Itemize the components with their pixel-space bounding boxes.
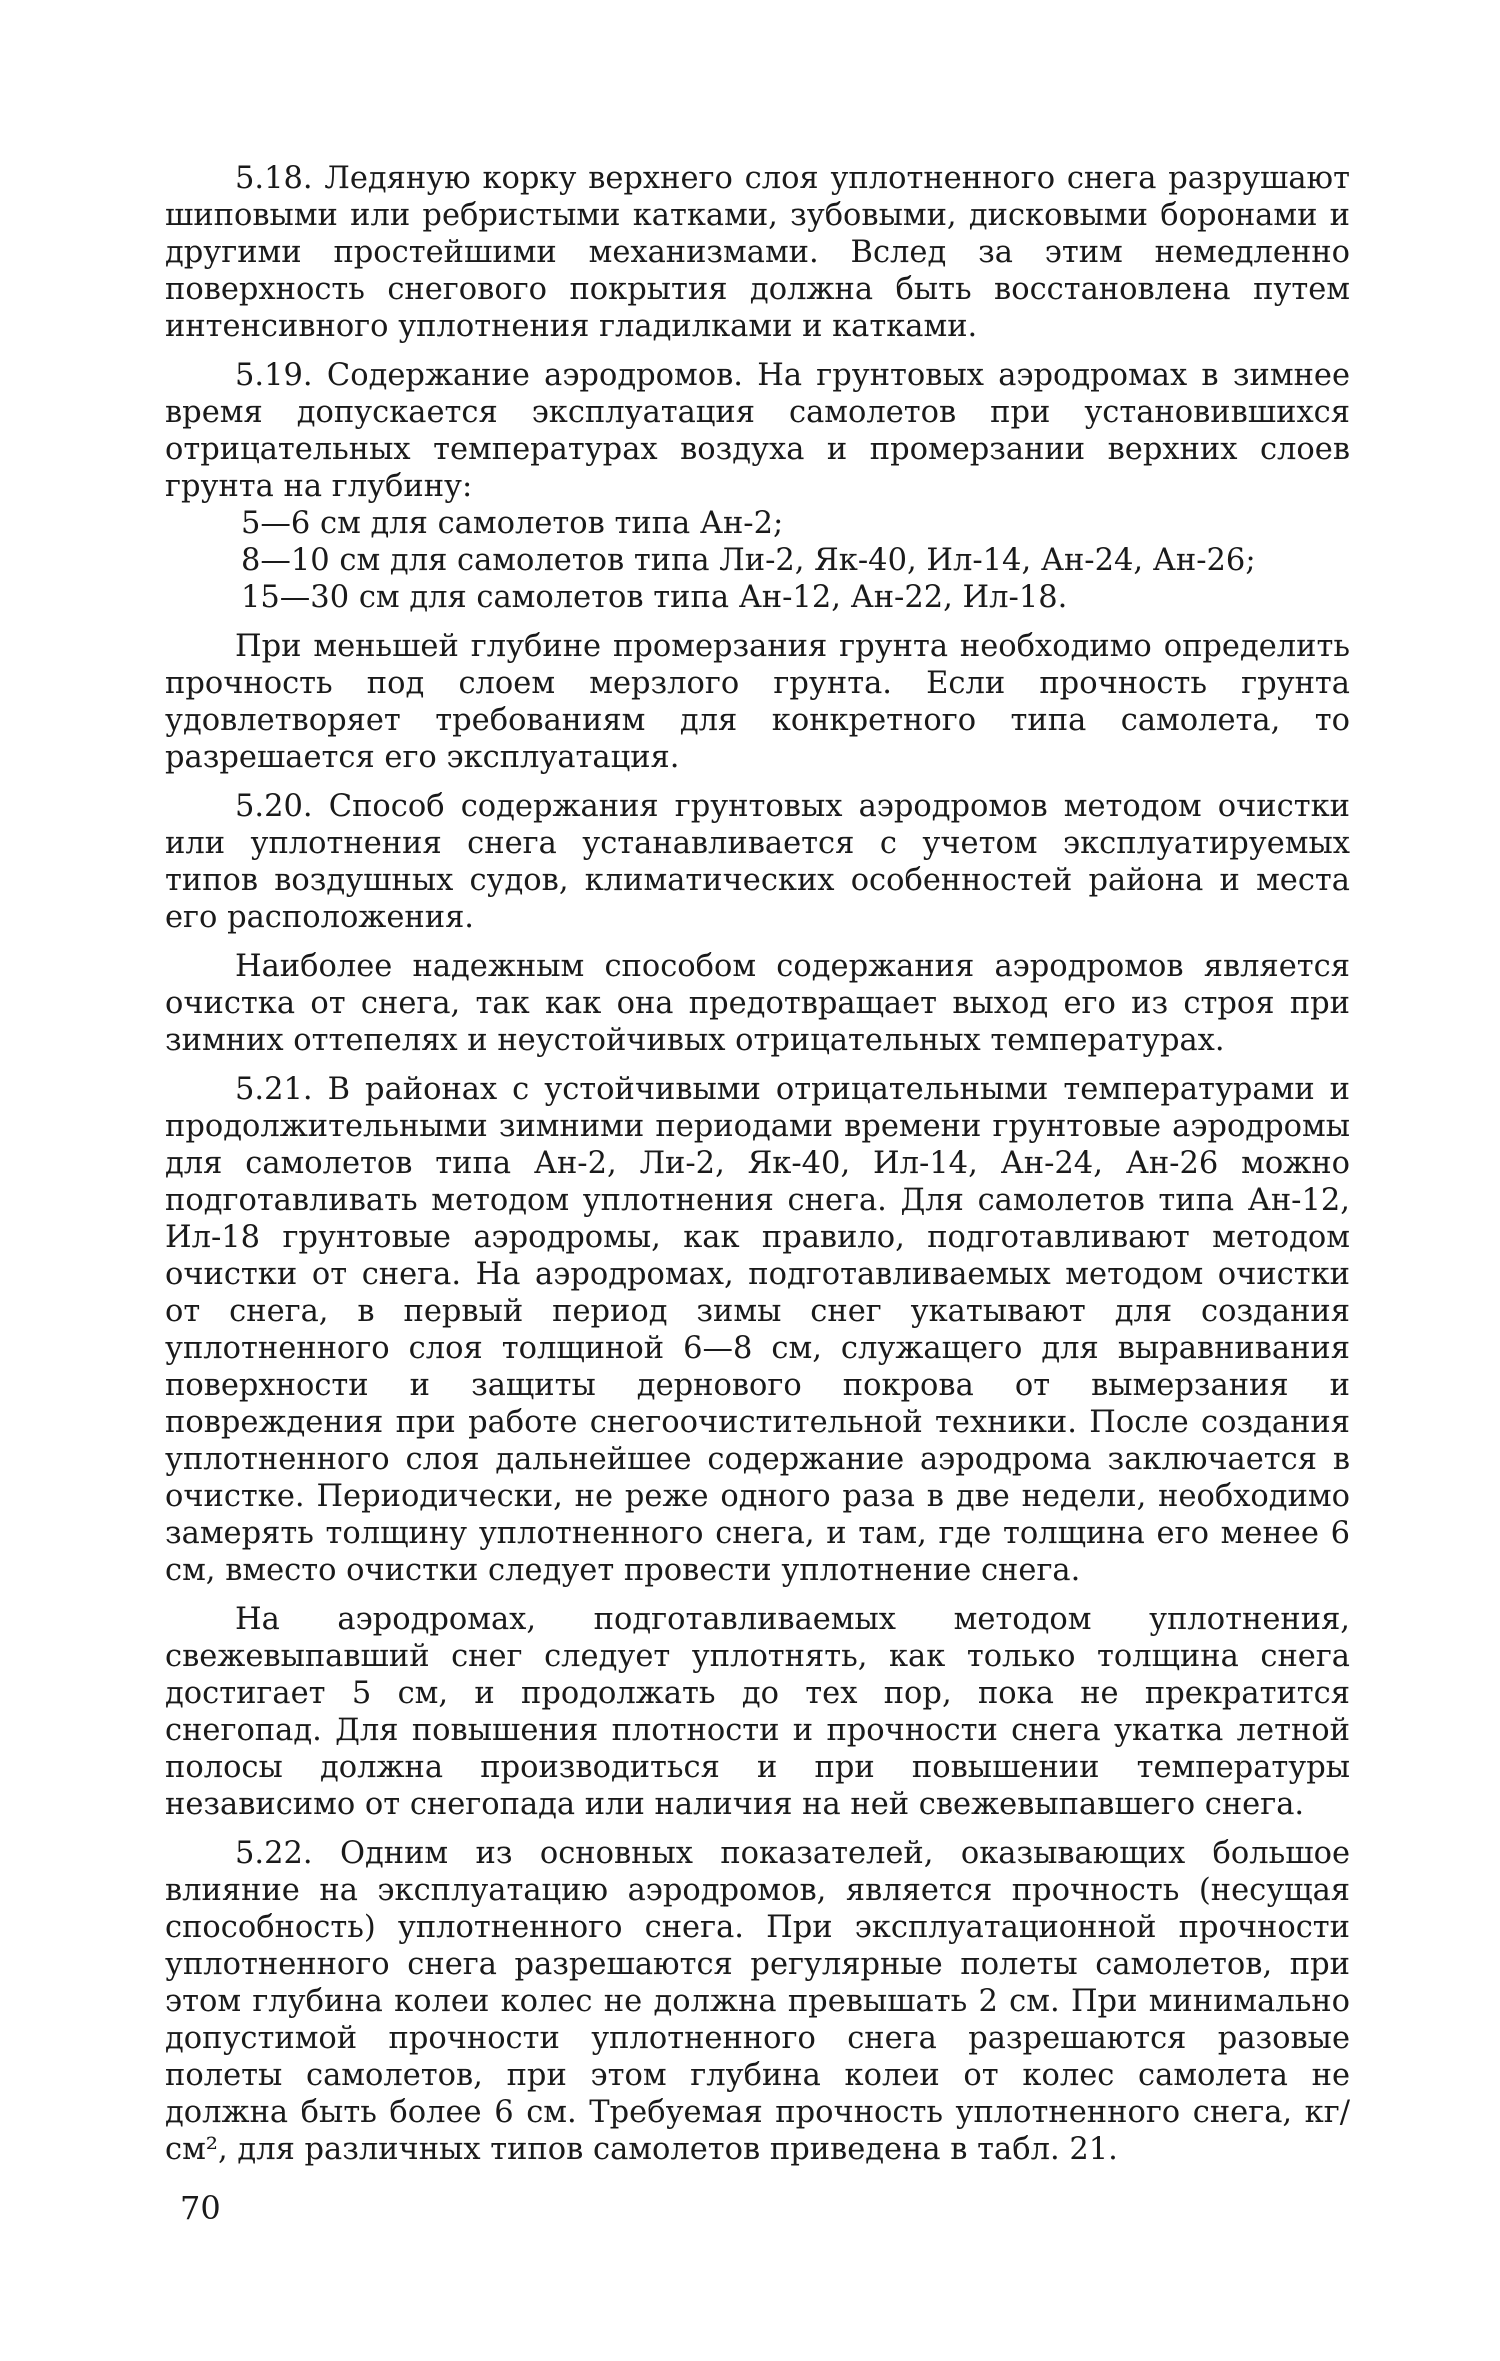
depth-list-item: 8—10 см для самолетов типа Ли-2, Як-40, Ил-14, Ан-24, Ан-26; (241, 543, 1256, 578)
page-body (165, 160, 1350, 2168)
paragraph-5-21-continued: На аэродромах, подготавливаемых методом уплотнения, свежевыпавший снег следует уплотнять, как только толщина снега достигает 5 см, и продолжать до тех пор, пока не прекратится снегопад. Для повышения плотности и прочности снега укатка летной полосы должна производиться и при повышении температуры независимо от снегопада или наличия на ней свежевыпавшего снега. (165, 1602, 1350, 1822)
paragraph-5-22: 5.22. Одним из основных показателей, оказывающих большое влияние на эксплуатацию аэродромов, является прочность (несущая способность) уплотненного снега. При эксплуатационной прочности уплотненного снега разрешаются регулярные полеты самолетов, при этом глубина колеи колес не должна превышать 2 см. При минимально допустимой прочности уплотненного снега разрешаются разовые полеты самолетов, при этом глубина колеи от колес самолета не должна быть более 6 см. Требуемая прочность уплотненного снега, кг/см², для различных типов самолетов приведена в табл. 21. (165, 1836, 1350, 2167)
depth-list-item: 15—30 см для самолетов типа Ан-12, Ан-22, Ил-18. (241, 580, 1068, 615)
paragraph-5-21: 5.21. В районах с устойчивыми отрицательными температурами и продолжительными зимними периодами времени грунтовые аэродромы для самолетов типа Ан-2, Ли-2, Як-40, Ил-14, Ан-24, Ан-26 можно подготавливать методом уплотнения снега. Для самолетов типа Ан-12, Ил-18 грунтовые аэродромы, как правило, подготавливают методом очистки от снега. На аэродромах, подготавливаемых методом очистки от снега, в первый период зимы снег укатывают для создания уплотненного слоя толщиной 6—8 см, служащего для выравнивания поверхности и защиты дернового покрова от вымерзания и повреждения при работе снегоочистительной техники. После создания уплотненного слоя дальнейшее содержание аэродрома заключается в очистке. Периодически, не реже одного раза в две недели, необходимо замерять толщину уплотненного снега, и там, где толщина его менее 6 см, вместо очистки следует провести уплотнение снега. (165, 1072, 1350, 1588)
paragraph-5-20: 5.20. Способ содержания грунтовых аэродромов методом очистки или уплотнения снега устанавливается с учетом эксплуатируемых типов воздушных судов, климатических особенностей района и места его расположения. (165, 789, 1350, 935)
paragraph-5-19-continued: При меньшей глубине промерзания грунта необходимо определить прочность под слоем мерзлого грунта. Если прочность грунта удовлетворяет требованиям для конкретного типа самолета, то разрешается его эксплуатация. (165, 629, 1350, 775)
page-number: 70 (180, 2189, 221, 2227)
depth-list-item: 5—6 см для самолетов типа Ан-2; (241, 506, 784, 541)
paragraph-5-18: 5.18. Ледяную корку верхнего слоя уплотненного снега разрушают шиповыми или ребристыми катками, зубовыми, дисковыми боронами и другими простейшими механизмами. Вслед за этим немедленно поверхность снегового покрытия должна быть восстановлена путем интенсивного уплотнения гладилками и катками. (165, 161, 1350, 344)
paragraph-5-19: 5.19. Содержание аэродромов. На грунтовых аэродромах в зимнее время допускается эксплуатация самолетов при установившихся отрицательных температурах воздуха и промерзании верхних слоев грунта на глубину: (165, 358, 1350, 504)
paragraph-5-20-continued: Наиболее надежным способом содержания аэродромов является очистка от снега, так как она предотвращает выход его из строя при зимних оттепелях и неустойчивых отрицательных температурах. (165, 949, 1350, 1058)
